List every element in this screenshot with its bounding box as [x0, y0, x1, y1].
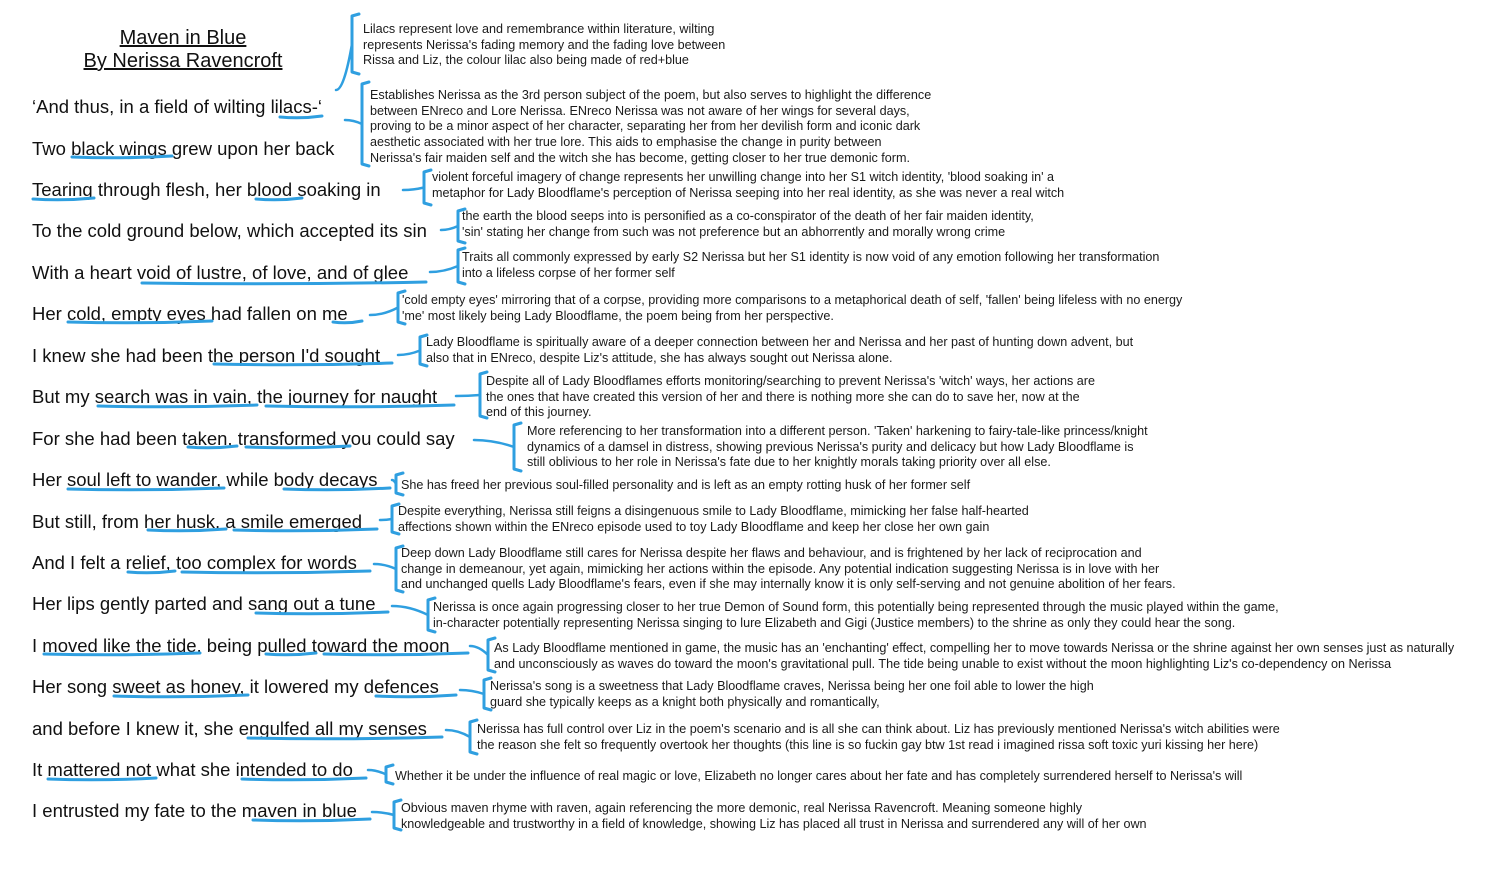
- annotation-note-line: Obvious maven rhyme with raven, again referencing the more demonic, real Nerissa Ravencroft. Meaning someone highly: [401, 801, 1083, 815]
- ink-connector: [380, 519, 392, 520]
- ink-connector: [460, 690, 484, 694]
- annotation-note-line: the reason she felt so frequently overtook her thoughts (this line is so fuckin gay btw 1st read i imagined rissa soft toxic yuri kissing her here): [477, 737, 1259, 752]
- annotation-note: [462, 209, 1034, 240]
- poem-line: ‘And thus, in a field of wilting lilacs-‘: [32, 96, 322, 117]
- annotation-note-line: proving to be a minor aspect of her character, separating her from her devilish form and iconic dark: [370, 119, 921, 134]
- annotation-note: [486, 374, 1095, 421]
- poem-line: Her song sweet as honey, it lowered my defences: [32, 676, 439, 697]
- annotation-note-line: into a lifeless corpse of her former self: [462, 265, 675, 280]
- ink-connector: [392, 480, 396, 484]
- annotation-note-line: Nerissa has full control over Liz in the poem's scenario and is all she can think about. Liz has previously mentioned Nerissa's witch abilities were: [477, 722, 1280, 736]
- poem-line: Two black wings grew upon her back: [32, 138, 335, 159]
- annotation-note-line: Establishes Nerissa as the 3rd person subject of the poem, but also serves to highlight the difference: [370, 88, 932, 102]
- poem-author: By Nerissa Ravencroft: [83, 50, 283, 72]
- annotation-note-line: She has freed her previous soul-filled personality and is left as an empty rotting husk of her former self: [401, 478, 971, 492]
- poem-title: Maven in Blue: [119, 27, 247, 49]
- ink-bracket: [470, 720, 477, 754]
- poem-line: To the cold ground below, which accepted its sin: [32, 220, 427, 241]
- annotation-note-line: More referencing to her transformation into a different person. 'Taken' harkening to fairy-tale-like princess/knight: [527, 424, 1148, 438]
- ink-connector: [430, 266, 458, 272]
- ink-connector: [374, 564, 396, 569]
- annotation-note-line: Traits all commonly expressed by early S2 Nerissa but her S1 identity is now void of any emotion following her transformation: [462, 250, 1160, 264]
- annotation-note-line: and unconsciously as waves do toward the moon's gravitational pull. The tide being unable to exist without the moon highlighting Liz's co-dependency on Nerissa: [494, 656, 1392, 671]
- annotation-note-line: affections shown within the ENreco episode used to toy Lady Bloodflame and keep her close her own gain: [398, 519, 990, 534]
- annotation-note: [494, 641, 1454, 672]
- annotation-note-line: 'me' most likely being Lady Bloodflame, the poem being from her perspective.: [402, 308, 834, 323]
- annotation-note-line: knowledgeable and trustworthy in a field of knowledge, showing Liz has placed all trust in Nerissa and surrendered any will of her own: [401, 816, 1147, 831]
- annotation-note-line: also that in ENreco, despite Liz's attitude, she has always sought out Nerissa alone.: [426, 350, 893, 365]
- annotation-note-line: Nerissa is once again progressing closer to her true Demon of Sound form, this potentially being represented through the music played within the game,: [433, 600, 1279, 614]
- poem-line: and before I knew it, she engulfed all my senses: [32, 718, 427, 739]
- poem-line: I knew she had been the person I'd sought: [32, 345, 381, 366]
- annotation-note: [401, 478, 970, 494]
- annotation-note-line: Nerissa's fair maiden self and the witch she has become, getting closer to her true demonic form.: [370, 150, 910, 165]
- ink-connector: [470, 646, 488, 655]
- annotation-note-line: end of this journey.: [486, 405, 592, 420]
- annotation-note-line: the earth the blood seeps into is personified as a co-conspirator of the death of her fair maiden identity,: [462, 209, 1034, 223]
- annotation-note-line: guard she typically keeps as a knight both physically and romantically,: [490, 694, 880, 709]
- annotation-note: [477, 722, 1280, 753]
- annotation-note: [426, 335, 1133, 366]
- ink-connector: [368, 770, 386, 775]
- annotation-note-line: still oblivious to her role in Nerissa's fate due to her knightly morals taking priority over all else.: [527, 455, 1051, 470]
- annotation-note-line: and unchanged quells Lady Bloodflame's fears, even if she may internally know it is only self-serving and not genuine abolition of her fears.: [401, 577, 1176, 592]
- annotation-note: [401, 546, 1176, 593]
- annotation-note-line: Rissa and Liz, the colour lilac also being made of red+blue: [363, 53, 689, 68]
- poem-line: Her lips gently parted and sang out a tune: [32, 593, 376, 614]
- annotation-note-line: Deep down Lady Bloodflame still cares for Nerissa despite her flaws and behaviour, and is frightened by her lack of reciprocation and: [401, 546, 1142, 560]
- annotation-note: [401, 801, 1147, 832]
- poem-line: But still, from her husk, a smile emerged: [32, 511, 363, 532]
- annotation-note: [462, 250, 1159, 281]
- ink-connector: [474, 440, 514, 447]
- annotation-note: [490, 679, 1094, 710]
- ink-bracket: [362, 82, 369, 166]
- ink-bracket: [352, 14, 359, 74]
- annotation-note: [402, 293, 1182, 324]
- annotation-note-line: aesthetic associated with her true lore. This aids to emphasise the change in purity between: [370, 135, 882, 150]
- annotation-note-line: As Lady Bloodflame mentioned in game, the music has an 'enchanting' effect, compelling her to move towards Nerissa or the shrine against her own senses just as naturally: [494, 641, 1455, 655]
- annotation-note: [395, 769, 1242, 785]
- ink-bracket: [394, 800, 401, 830]
- ink-connector: [372, 812, 394, 815]
- annotation-note-line: Lilacs represent love and remembrance within literature, wilting: [363, 22, 715, 36]
- annotation-note-line: violent forceful imagery of change represents her unwilling change into her S1 witch identity, 'blood soaking in' a: [432, 170, 1055, 184]
- annotation-note-line: the ones that have created this version of her and there is nothing more she can do to save her, now at the: [486, 389, 1080, 404]
- ink-connector: [370, 308, 398, 316]
- annotation-note-line: metaphor for Lady Bloodflame's perception of Nerissa seeping into her real identity, as she was never a real witch: [432, 185, 1065, 200]
- poem-line: With a heart void of lustre, of love, and of glee: [32, 262, 409, 283]
- ink-connector: [398, 351, 420, 356]
- poem-line: Tearing through flesh, her blood soaking in: [32, 179, 381, 200]
- annotation-note-line: Despite everything, Nerissa still feigns a disingenuous smile to Lady Bloodflame, mimicking her false half-hearted: [398, 504, 1029, 518]
- ink-connector: [392, 606, 428, 615]
- poem-line: Her soul left to wander, while body decays: [32, 469, 378, 490]
- annotation-note-line: change in demeanour, yet again, mimicking her actions within the episode. Any potential indication suggesting Nerissa is in love with her: [401, 561, 1160, 576]
- ink-connector: [441, 226, 458, 230]
- annotation-note-line: 'sin' stating her change from such was not preference but an abhorrently and morally wrong crime: [462, 224, 1006, 239]
- ink-connector: [456, 395, 480, 396]
- ink-bracket: [514, 423, 521, 471]
- ink-connector: [336, 44, 352, 90]
- annotation-note: [398, 504, 1029, 535]
- poem-line: And I felt a relief, too complex for words: [32, 552, 357, 573]
- annotation-note: [363, 22, 725, 69]
- annotation-note: [370, 88, 931, 167]
- annotation-note: [432, 170, 1064, 201]
- annotation-note-line: in-character potentially representing Nerissa singing to lure Elizabeth and Gigi (Justice members) to the shrine as only they could hear the song.: [433, 615, 1236, 630]
- annotation-note-line: Whether it be under the influence of real magic or love, Elizabeth no longer cares about her fate and has completely surrendered herself to Nerissa's will: [395, 769, 1243, 783]
- annotation-note-line: dynamics of a damsel in distress, showing previous Nerissa's purity and delicacy but how Lady Bloodflame is: [527, 439, 1134, 454]
- poem-line: But my search was in vain, the journey for naught: [32, 386, 438, 407]
- annotation-note-line: 'cold empty eyes' mirroring that of a corpse, providing more comparisons to a metaphorical death of self, 'fallen' being lifeless with no energy: [402, 293, 1183, 307]
- poem-line: For she had been taken, transformed you could say: [32, 428, 455, 449]
- ink-bracket: [424, 170, 431, 205]
- poem-line: It mattered not what she intended to do: [32, 759, 353, 780]
- annotation-note-line: represents Nerissa's fading memory and the fading love between: [363, 37, 726, 52]
- annotation-note: [433, 600, 1279, 631]
- annotation-note: [527, 424, 1148, 471]
- annotation-note-line: between ENreco and Lore Nerissa. ENreco Nerissa was not aware of her wings for several days,: [370, 103, 910, 118]
- poem-line: I moved like the tide, being pulled toward the moon: [32, 635, 450, 656]
- annotation-note-line: Despite all of Lady Bloodflames efforts monitoring/searching to prevent Nerissa's 'witch' ways, her actions are: [486, 374, 1095, 388]
- ink-connector: [345, 120, 362, 124]
- poem-line: I entrusted my fate to the maven in blue: [32, 800, 357, 821]
- annotation-note-line: Lady Bloodflame is spiritually aware of a deeper connection between her and Nerissa and her past of hunting down advent, but: [426, 335, 1134, 349]
- ink-connector: [446, 730, 470, 737]
- poem-line: Her cold, empty eyes had fallen on me: [32, 303, 348, 324]
- annotation-note-line: Nerissa's song is a sweetness that Lady Bloodflame craves, Nerissa being her one foil able to lower the high: [490, 679, 1094, 693]
- ink-connector: [403, 188, 424, 191]
- ink-bracket: [386, 765, 393, 784]
